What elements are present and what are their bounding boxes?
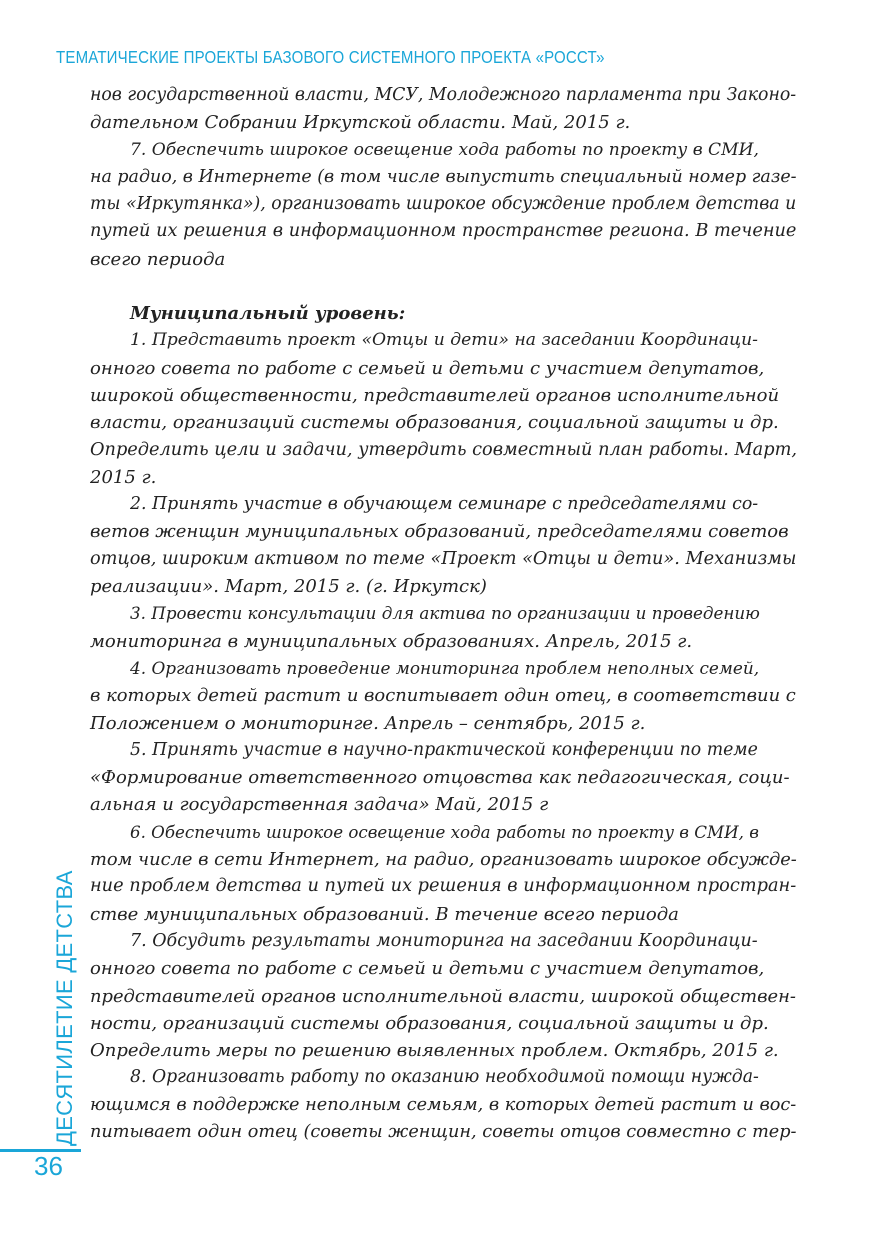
text-line: 8. Организовать работу по оказанию необходимой помощи нужда- xyxy=(130,1067,759,1088)
text-line: Положением о мониторинге. Апрель – сентябрь, 2015 г. xyxy=(90,712,646,734)
text-line: на радио, в Интернете (в том числе выпустить специальный номер газе- xyxy=(90,166,797,187)
text-line: 7. Обеспечить широкое освещение хода работы по проекту в СМИ, xyxy=(130,139,759,160)
text-line: мониторинга в муниципальных образованиях. Апрель, 2015 г. xyxy=(90,630,693,652)
page-number: 36 xyxy=(34,1151,63,1181)
text-line: 2015 г. xyxy=(90,466,157,488)
text-line: в которых детей растит и воспитывает один отец, в соответствии с xyxy=(90,685,796,707)
text-line: альная и государственная задача» Май, 2015 г xyxy=(90,794,549,816)
paragraph-item-1 xyxy=(90,327,798,491)
text-line: 5. Принять участие в научно-практической конференции по теме xyxy=(130,739,758,760)
text-line: 1. Представить проект «Отцы и дети» на заседании Координаци- xyxy=(130,330,758,351)
section-heading: Муниципальный уровень: xyxy=(130,303,406,325)
text-line: ты «Иркутянка»), организовать широкое обсуждение проблем детства и xyxy=(90,194,797,215)
book-title-vertical: ДЕСЯТИЛЕТИЕ ДЕТСТВА xyxy=(52,870,77,1146)
text-line: Определить цели и задачи, утвердить совместный план работы. Март, xyxy=(90,439,798,460)
text-line: 7. Обсудить результаты мониторинга на заседании Координаци- xyxy=(130,930,758,951)
paragraph-item-4 xyxy=(90,655,796,737)
text-line: 6. Обеспечить широкое освещение хода работы по проекту в СМИ, в xyxy=(130,822,759,842)
paragraph-item-2 xyxy=(90,491,797,600)
paragraph-continuation xyxy=(90,82,797,137)
text-line: Определить меры по решению выявленных проблем. Октябрь, 2015 г. xyxy=(90,1040,779,1062)
text-line: онного совета по работе с семьей и детьми с участием депутатов, xyxy=(90,958,765,980)
text-line: 2. Принять участие в обучающем семинаре с председателями со- xyxy=(130,494,759,515)
text-line: онного совета по работе с семьей и детьми с участием депутатов, xyxy=(90,357,765,379)
text-line: 3. Провести консультации для актива по организации и проведению xyxy=(130,603,760,624)
running-header: ТЕМАТИЧЕСКИЕ ПРОЕКТЫ БАЗОВОГО СИСТЕМНОГО ПРОЕКТА «РОССТ» xyxy=(56,47,605,67)
text-line: власти, организаций системы образования, социальной защиты и др. xyxy=(90,412,779,434)
paragraph-item-7 xyxy=(90,928,796,1064)
text-line: реализации». Март, 2015 г. (г. Иркутск) xyxy=(90,576,487,598)
text-line: ние проблем детства и путей их решения в информационном простран- xyxy=(90,876,797,897)
text-line: «Формирование ответственного отцовства как педагогическая, соци- xyxy=(90,767,790,789)
paragraph-item-3 xyxy=(90,600,760,655)
text-line: стве муниципальных образований. В течение всего периода xyxy=(90,903,679,925)
text-line: 4. Организовать проведение мониторинга проблем неполных семей, xyxy=(130,657,760,678)
paragraph-item-7-regional xyxy=(90,137,797,273)
text-line: отцов, широким активом по теме «Проект «Отцы и дети». Механизмы xyxy=(90,548,797,569)
text-line: ности, организаций системы образования, социальной защиты и др. xyxy=(90,1012,769,1034)
text-line: нов государственной власти, МСУ, Молодежного парламента при Законо- xyxy=(90,85,797,105)
text-line: питывает один отец (советы женщин, советы отцов совместно с тер- xyxy=(90,1121,797,1142)
paragraph-gap xyxy=(90,273,757,300)
text-line: широкой общественности, представителей органов исполнительной xyxy=(90,384,780,406)
text-line: ветов женщин муниципальных образований, председателями советов xyxy=(90,521,789,543)
paragraph-item-5 xyxy=(90,737,790,819)
paragraph-item-8 xyxy=(90,1064,797,1146)
text-line: представителей органов исполнительной власти, широкой обществен- xyxy=(90,985,796,1007)
text-line: том числе в сети Интернет, на радио, организовать широкое обсужде- xyxy=(90,849,797,871)
text-line: дательном Собрании Иркутской области. Май, 2015 г. xyxy=(90,112,631,134)
paragraph-item-6 xyxy=(90,819,797,928)
text-line: путей их решения в информационном пространстве региона. В течение xyxy=(90,221,797,242)
text-line: всего периода xyxy=(90,248,226,270)
page-body xyxy=(90,82,798,1146)
text-line: ющимся в поддержке неполным семьям, в которых детей растит и вос- xyxy=(90,1094,797,1115)
